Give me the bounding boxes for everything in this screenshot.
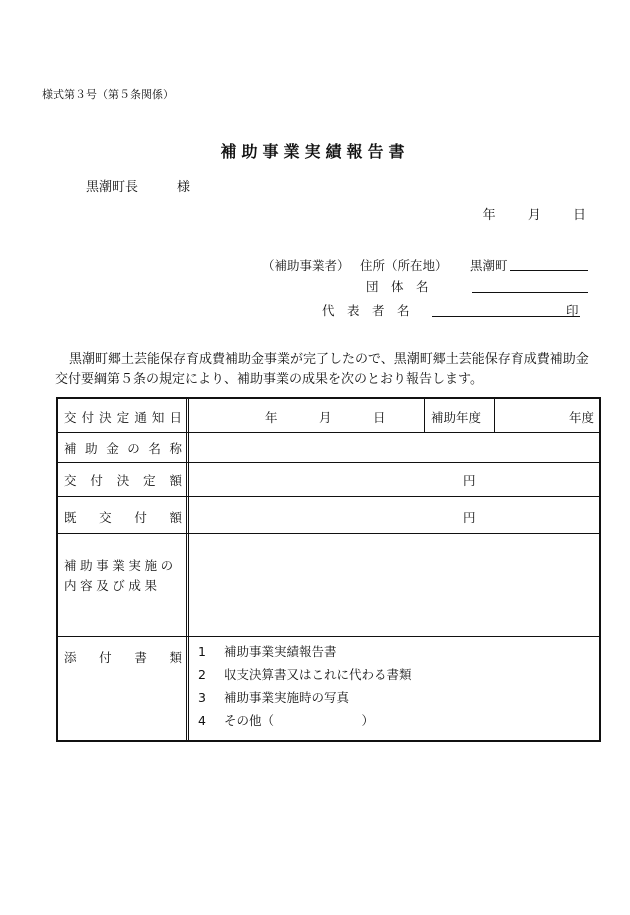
- paid-amount-unit: 円: [463, 510, 476, 525]
- notice-date-year-unit: 年: [265, 410, 278, 425]
- content-label-line1: 補助事業実施の: [64, 558, 177, 573]
- table-row-divider: [58, 496, 599, 497]
- organization-label: 団 体 名: [366, 279, 429, 294]
- seal-mark: 印: [566, 303, 579, 318]
- subsidy-name-label: 補 助 金 の 名 称: [64, 441, 182, 456]
- report-statement: 黒潮町郷土芸能保存育成費補助金事業が完了したので、黒潮町郷土芸能保存育成費補助金交付要綱第５条の規定により、補助事業の成果を次のとおり報告します。: [55, 352, 589, 387]
- representative-label: 代 表 者 名: [322, 303, 410, 318]
- notice-date-month-unit: 月: [319, 410, 332, 425]
- table-label-divider: [186, 399, 189, 740]
- date-day-unit: 日: [572, 208, 586, 223]
- table-row-divider: [58, 432, 599, 433]
- date-month-unit: 月: [527, 208, 541, 223]
- table-row-divider: [58, 533, 599, 534]
- content-label-line2: 内容及び成果: [64, 578, 161, 593]
- fiscal-year-divider-left: [424, 399, 425, 432]
- table-row-divider: [58, 636, 599, 637]
- date-year-unit: 年: [482, 208, 496, 223]
- address-prefix: 黒潮町: [470, 258, 508, 273]
- address-field-line[interactable]: [510, 270, 588, 271]
- attachment-item: 3 補助事業実施時の写真: [198, 690, 350, 705]
- attachment-item: 2 収支決算書又はこれに代わる書類: [198, 667, 412, 682]
- decision-amount-unit: 円: [463, 473, 476, 488]
- paid-amount-label: 既 交 付 額: [64, 510, 182, 525]
- address-label: 住所（所在地）: [360, 258, 448, 273]
- addressee: 黒潮町長 様: [86, 180, 191, 195]
- representative-field-line[interactable]: [432, 316, 580, 317]
- form-number: 様式第３号（第５条関係）: [42, 88, 174, 101]
- notice-date-label: 交 付 決 定 通 知 日: [64, 410, 182, 425]
- applicant-label: （補助事業者）: [262, 258, 350, 273]
- document-title: 補助事業実績報告書: [220, 142, 410, 161]
- submission-date: [455, 204, 586, 223]
- notice-date-day-unit: 日: [373, 410, 386, 425]
- fiscal-year-unit: 年度: [569, 410, 595, 425]
- attachments-label: 添 付 書 類: [64, 650, 182, 665]
- organization-field-line[interactable]: [472, 292, 588, 293]
- decision-amount-label: 交 付 決 定 額: [64, 473, 182, 488]
- attachment-item: 4 その他（ ）: [198, 713, 375, 728]
- fiscal-year-divider-right: [494, 399, 495, 432]
- content-results-label: [64, 556, 182, 596]
- attachment-item: 1 補助事業実績報告書: [198, 644, 337, 659]
- report-table: [56, 397, 601, 742]
- table-row-divider: [58, 462, 599, 463]
- fiscal-year-label: 補助年度: [431, 410, 482, 425]
